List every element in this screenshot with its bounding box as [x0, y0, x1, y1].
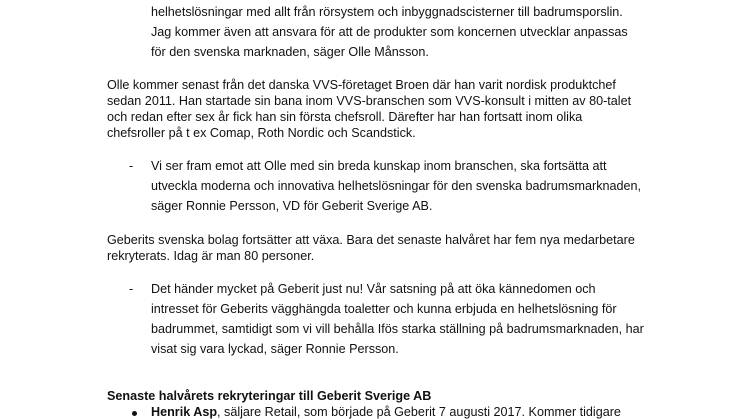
quote-continued-line-3: för den svenska marknaden, säger Olle Månsson. — [151, 45, 429, 59]
recruitment-description: , säljare Retail, som började på Geberit 7 augusti 2017. Kommer tidigare — [217, 405, 621, 419]
bullet-icon — [132, 411, 137, 416]
quote-continued-line-1: helhetslösningar med allt från rörsystem och inbyggnadscisterner till badrumsporslin. — [151, 5, 623, 19]
quote-dash: - — [129, 159, 134, 173]
paragraph-line: chefsroller på t ex Comap, Roth Nordic och Scandstick. — [107, 126, 416, 140]
quote-line: utveckla moderna och innovativa helhetslösningar för den svenska badrumsmarknaden, — [151, 179, 642, 193]
recruitment-name: Henrik Asp — [151, 405, 218, 419]
quote-line: intresset för Geberits vägghängda toaletter och kunna erbjuda en helhetslösning för — [151, 302, 617, 316]
quote-line: badrummet, samtidigt som vi vill behålla Ifös starka ställning på badrumsmarknaden, har — [151, 322, 644, 336]
paragraph-line: rekryterats. Idag är man 80 personer. — [107, 249, 315, 263]
recruitment-item-text — [151, 404, 621, 419]
paragraph-line: Geberits svenska bolag fortsätter att växa. Bara det senaste halvåret har fem nya medarbetare — [107, 233, 635, 247]
quote-continued-line-2: Jag kommer även att ansvara för att de produkter som koncernen utvecklar anpassas — [151, 25, 628, 39]
quote-line: visat sig vara lyckad, säger Ronnie Persson. — [151, 342, 399, 356]
quote-line: Det händer mycket på Geberit just nu! Vår satsning på att öka kännedomen och — [151, 282, 596, 296]
quote-line: Vi ser fram emot att Olle med sin breda kunskap inom branschen, ska fortsätta att — [151, 159, 607, 173]
paragraph-line: Olle kommer senast från det danska VVS-företaget Broen där han varit nordisk produktchef — [107, 78, 616, 92]
paragraph-line: sedan 2011. Han startade sin bana inom VVS-branschen som VVS-konsult i mitten av 80-talet — [107, 94, 632, 108]
quote-line: säger Ronnie Persson, VD för Geberit Sverige AB. — [151, 199, 433, 213]
paragraph-line: och redan efter sex år fick han sin första chefsroll. Därefter har han fortsatt inom olika — [107, 110, 583, 124]
quote-dash: - — [129, 282, 134, 296]
recruitments-heading: Senaste halvårets rekryteringar till Geberit Sverige AB — [107, 389, 432, 403]
